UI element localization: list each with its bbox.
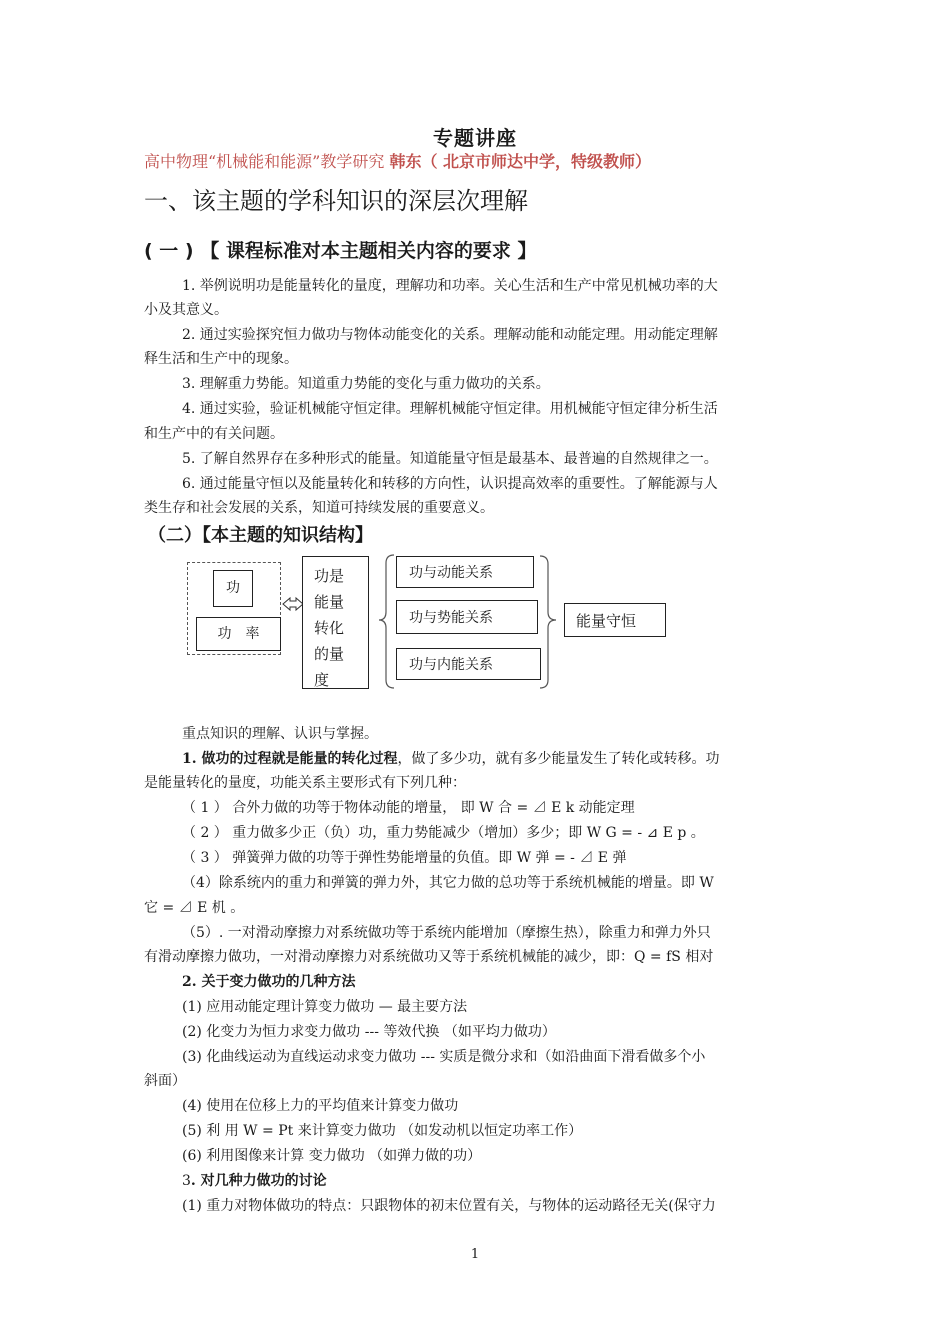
discussion-1: (1) 重力对物体做功的特点：只跟物体的初末位置有关，与物体的运动路径无关(保守力 [182, 1198, 716, 1214]
measure-line-1: 功是 [314, 567, 345, 585]
point-1-text: ，做了多少功，就有多少能量发生了转化或转移。功 [397, 751, 720, 767]
requirement-5: 5. 了解自然界存在多种形式的能量。知道能量守恒是最基本、最普遍的自然规律之一。 [182, 451, 718, 467]
requirement-2-line1: 2. 通过实验探究恒力做功与物体动能变化的关系。理解动能和动能定理。用动能定理解 [182, 327, 718, 343]
subsection-heading-2: （二）【本主题的知识结构】 [148, 525, 373, 546]
work-internal-box: 功与内能关系 [396, 648, 541, 680]
section-heading: 一、该主题的学科知识的深层次理解 [144, 187, 528, 215]
requirement-4-line1: 4. 通过实验，验证机械能守恒定律。理解机械能守恒定律。用机械能守恒定律分析生活 [182, 401, 718, 417]
formula-5-line1: （5）. 一对滑动摩擦力对系统做功等于系统内能增加（摩擦生热），除重力和弹力外只 [182, 925, 711, 941]
subtitle-author: 韩东（ 北京市师达中学，特级教师） [389, 152, 652, 171]
point-3-title: . 对几种力做功的讨论 [190, 1173, 327, 1189]
power-box: 功 率 [196, 617, 281, 651]
point-1-line1 [182, 747, 720, 771]
work-kinetic-box: 功与动能关系 [396, 556, 534, 588]
subsection-heading-1: ( 一 ) 【 课程标准对本主题相关内容的要求 】 [144, 240, 537, 262]
work-box: 功 [213, 570, 253, 607]
method-3-line1: (3) 化曲线运动为直线运动求变力做功 --- 实质是微分求和（如沿曲面下滑看做多个小 [182, 1049, 706, 1065]
measure-line-2: 能量 [314, 593, 345, 611]
formula-5-line2: 有滑动摩擦力做功，一对滑动摩擦力对系统做功又等于系统机械能的减少，即：Q = fS 相对 [144, 949, 714, 965]
measure-line-5: 度 [314, 671, 330, 689]
energy-measure-box [302, 556, 369, 689]
page-number: 1 [470, 1247, 480, 1262]
method-1: (1) 应用动能定理计算变力做功 — 最主要方法 [182, 999, 468, 1015]
subtitle-topic: 高中物理“机械能和能源”教学研究 [144, 152, 390, 171]
method-6: (6) 利用图像来计算 变力做功 （如弹力做的功） [182, 1148, 482, 1164]
requirement-3: 3. 理解重力势能。知道重力势能的变化与重力做功的关系。 [182, 376, 550, 392]
formula-3: （ 3 ） 弹簧弹力做的功等于弹性势能增量的负值。即 W 弹 = - ⊿ E 弹 [182, 850, 627, 866]
work-potential-box: 功与势能关系 [396, 600, 538, 634]
requirement-4-line2: 和生产中的有关问题。 [144, 426, 284, 442]
right-brace-icon [540, 556, 556, 688]
energy-conservation-box: 能量守恒 [564, 603, 666, 637]
left-brace-icon [379, 555, 394, 688]
method-2: (2) 化变力为恒力求变力做功 --- 等效代换 （如平均力做功） [182, 1024, 556, 1040]
point-3-number: 3 [182, 1173, 191, 1189]
method-5: (5) 利 用 W = Pt 来计算变力做功 （如发动机以恒定功率工作） [182, 1123, 583, 1139]
formula-4-line1: （4）除系统内的重力和弹簧的弹力外，其它力做的总功等于系统机械能的增量。即 W [182, 875, 714, 891]
requirement-1-line2: 小及其意义。 [144, 302, 228, 318]
page-title: 专题讲座 [433, 126, 517, 150]
point-1-heading: 1. 做功的过程就是能量的转化过程 [182, 751, 398, 767]
method-3-line2: 斜面） [144, 1073, 186, 1089]
requirement-6-line2: 类生存和社会发展的关系，知道可持续发展的重要意义。 [144, 500, 494, 516]
formula-1: （ 1 ） 合外力做的功等于物体动能的增量， 即 W 合 = ⊿ E k 动能定理 [182, 800, 635, 816]
measure-line-3: 转化 [314, 619, 345, 637]
formula-2: （ 2 ） 重力做多少正（负）功，重力势能减少（增加）多少；即 W G = - ⊿ E p 。 [182, 825, 705, 841]
point-1-line2: 是能量转化的量度，功能关系主要形式有下列几种： [144, 775, 466, 791]
intro-text: 重点知识的理解、认识与掌握。 [182, 726, 378, 742]
requirement-6-line1: 6. 通过能量守恒以及能量转化和转移的方向性，认识提高效率的重要性。了解能源与人 [182, 476, 718, 492]
point-2-heading: 2. 关于变力做功的几种方法 [182, 974, 356, 990]
point-3-heading [182, 1169, 327, 1193]
requirement-1-line1: 1. 举例说明功是能量转化的量度，理解功和功率。关心生活和生产中常见机械功率的大 [182, 278, 718, 294]
double-arrow-icon [283, 598, 303, 610]
formula-4-line2: 它 = ⊿ E 机 。 [144, 900, 245, 916]
method-4: (4) 使用在位移上力的平均值来计算变力做功 [182, 1098, 459, 1114]
measure-line-4: 的量 [314, 645, 345, 663]
requirement-2-line2: 释生活和生产中的现象。 [144, 351, 298, 367]
